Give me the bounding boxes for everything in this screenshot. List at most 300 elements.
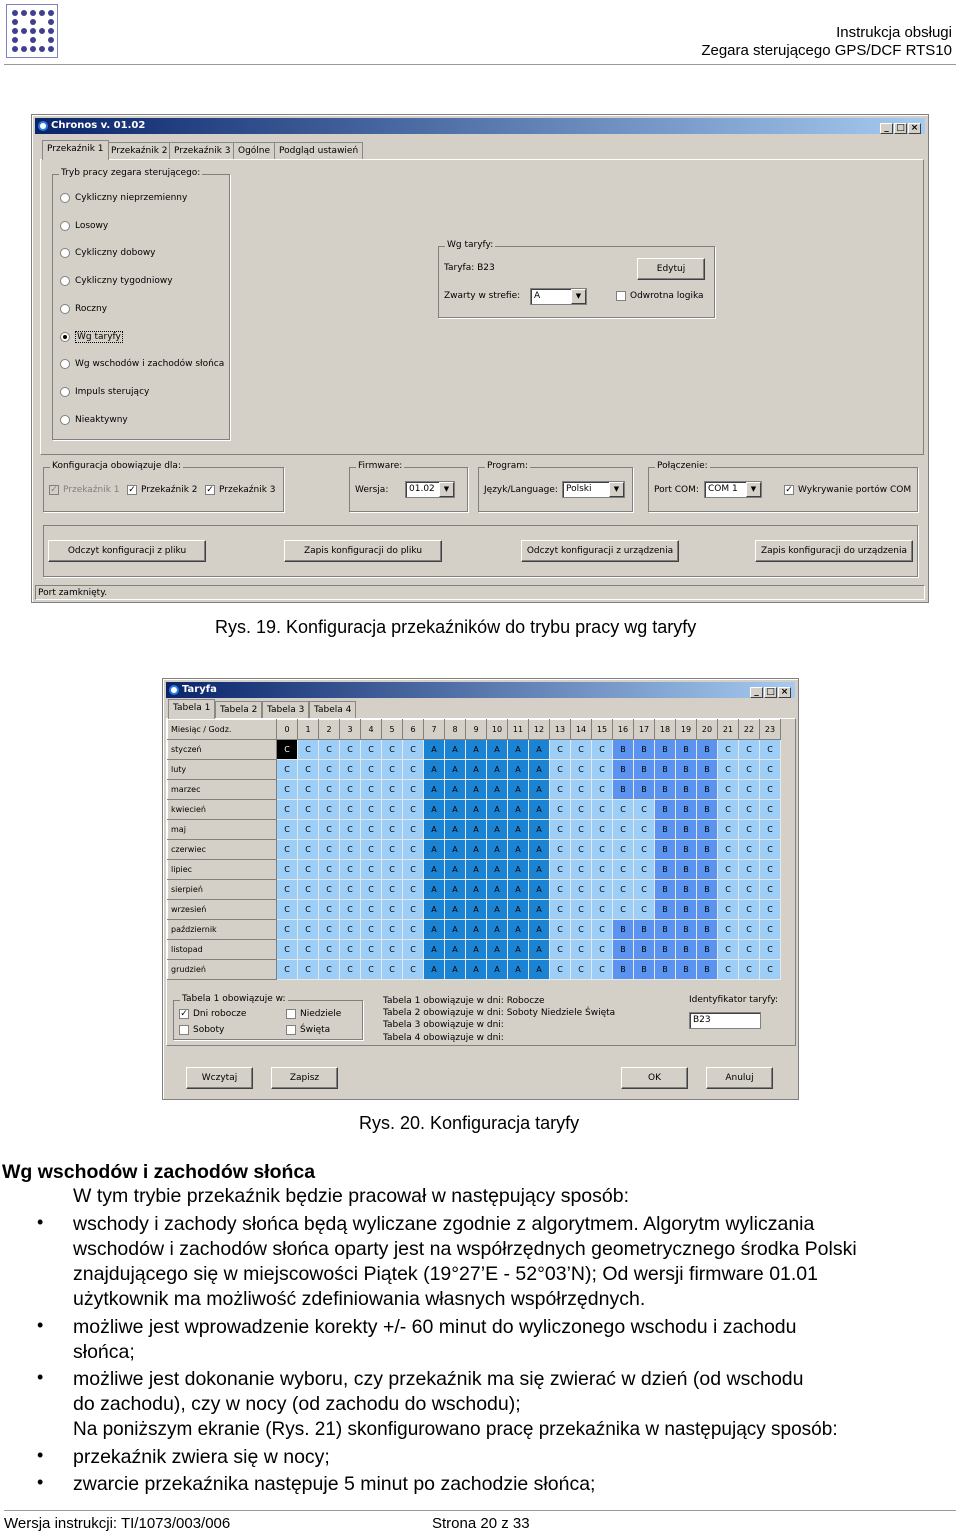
zone-cell[interactable]: C: [277, 800, 298, 820]
zone-cell[interactable]: A: [529, 800, 550, 820]
zone-cell[interactable]: C: [571, 860, 592, 880]
zone-cell[interactable]: C: [382, 920, 403, 940]
zone-cell[interactable]: C: [550, 760, 571, 780]
close-button[interactable]: ×: [778, 687, 791, 698]
zone-cell[interactable]: A: [424, 780, 445, 800]
zone-cell[interactable]: A: [445, 780, 466, 800]
save-config-device-button[interactable]: Zapis konfiguracji do urządzenia: [755, 540, 913, 562]
zone-cell[interactable]: A: [424, 740, 445, 760]
zone-cell[interactable]: A: [466, 960, 487, 980]
zone-cell[interactable]: C: [550, 740, 571, 760]
zone-cell[interactable]: C: [361, 840, 382, 860]
zone-cell[interactable]: C: [319, 880, 340, 900]
tariff-id-input[interactable]: B23: [689, 1012, 761, 1029]
zone-cell[interactable]: A: [424, 920, 445, 940]
zone-cell[interactable]: C: [382, 900, 403, 920]
zone-cell[interactable]: C: [361, 880, 382, 900]
zone-cell[interactable]: C: [361, 920, 382, 940]
zone-cell[interactable]: A: [466, 920, 487, 940]
close-button[interactable]: ×: [908, 123, 921, 134]
zone-cell[interactable]: C: [634, 840, 655, 860]
zone-cell[interactable]: A: [529, 860, 550, 880]
zone-cell[interactable]: A: [424, 760, 445, 780]
zone-cell[interactable]: B: [613, 920, 634, 940]
mode-inactive[interactable]: [60, 415, 128, 425]
zone-cell[interactable]: C: [613, 900, 634, 920]
zone-cell[interactable]: C: [298, 920, 319, 940]
zone-cell[interactable]: C: [382, 760, 403, 780]
zone-cell[interactable]: B: [697, 800, 718, 820]
zone-cell[interactable]: C: [718, 840, 739, 860]
zone-cell[interactable]: A: [445, 840, 466, 860]
zone-cell[interactable]: A: [487, 760, 508, 780]
zone-cell[interactable]: B: [676, 760, 697, 780]
zone-cell[interactable]: C: [319, 760, 340, 780]
zone-cell[interactable]: C: [760, 940, 781, 960]
zone-cell[interactable]: A: [445, 940, 466, 960]
zone-cell[interactable]: C: [571, 840, 592, 860]
zone-cell[interactable]: C: [613, 840, 634, 860]
zone-cell[interactable]: B: [655, 820, 676, 840]
zone-cell[interactable]: B: [655, 920, 676, 940]
zone-cell[interactable]: A: [424, 960, 445, 980]
zone-cell[interactable]: A: [466, 840, 487, 860]
tab-table-2[interactable]: Tabela 2: [215, 701, 262, 719]
minimize-button[interactable]: _: [750, 687, 763, 698]
mode-cyclic-weekly[interactable]: [60, 276, 173, 286]
zone-cell[interactable]: C: [340, 800, 361, 820]
zone-cell[interactable]: C: [571, 740, 592, 760]
zone-cell[interactable]: A: [445, 820, 466, 840]
zone-cell[interactable]: C: [592, 840, 613, 860]
zone-cell[interactable]: B: [697, 920, 718, 940]
zone-cell[interactable]: C: [403, 760, 424, 780]
tariff-grid[interactable]: [167, 719, 781, 980]
zone-cell[interactable]: A: [508, 860, 529, 880]
zone-cell[interactable]: C: [571, 760, 592, 780]
zone-cell[interactable]: C: [760, 820, 781, 840]
zone-cell[interactable]: C: [340, 960, 361, 980]
zone-cell[interactable]: C: [592, 860, 613, 880]
zone-cell[interactable]: C: [298, 780, 319, 800]
zone-cell[interactable]: C: [571, 780, 592, 800]
zone-cell[interactable]: C: [739, 860, 760, 880]
zone-cell[interactable]: C: [571, 820, 592, 840]
zone-cell[interactable]: A: [508, 740, 529, 760]
zone-cell[interactable]: B: [676, 920, 697, 940]
zone-cell[interactable]: C: [760, 920, 781, 940]
zone-cell[interactable]: A: [445, 760, 466, 780]
zone-cell[interactable]: C: [739, 800, 760, 820]
zone-cell[interactable]: C: [361, 820, 382, 840]
zone-cell[interactable]: C: [739, 880, 760, 900]
save-button[interactable]: Zapisz: [271, 1067, 338, 1089]
zone-cell[interactable]: C: [403, 940, 424, 960]
zone-cell[interactable]: C: [277, 840, 298, 860]
zone-cell[interactable]: A: [529, 780, 550, 800]
zone-cell[interactable]: C: [634, 820, 655, 840]
zone-cell[interactable]: C: [760, 900, 781, 920]
zone-cell[interactable]: C: [298, 800, 319, 820]
zone-cell[interactable]: A: [487, 820, 508, 840]
zone-cell[interactable]: B: [697, 780, 718, 800]
mode-yearly[interactable]: [60, 304, 107, 314]
zone-cell[interactable]: C: [277, 820, 298, 840]
zone-cell[interactable]: A: [424, 800, 445, 820]
zone-cell[interactable]: B: [634, 780, 655, 800]
zone-cell[interactable]: C: [550, 840, 571, 860]
minimize-button[interactable]: _: [880, 123, 893, 134]
zone-cell[interactable]: C: [298, 840, 319, 860]
zone-cell[interactable]: C: [592, 780, 613, 800]
zone-cell[interactable]: C: [340, 820, 361, 840]
zone-cell[interactable]: B: [697, 820, 718, 840]
zone-cell[interactable]: C: [382, 800, 403, 820]
zone-cell[interactable]: A: [529, 760, 550, 780]
reverse-logic-checkbox[interactable]: [616, 291, 704, 301]
tab-relay-3[interactable]: Przekaźnik 3: [169, 142, 236, 160]
zone-cell[interactable]: A: [529, 960, 550, 980]
zone-cell[interactable]: A: [445, 860, 466, 880]
zone-cell[interactable]: C: [277, 940, 298, 960]
zone-cell[interactable]: A: [466, 880, 487, 900]
zone-cell[interactable]: A: [508, 820, 529, 840]
zone-cell[interactable]: A: [487, 960, 508, 980]
zone-cell[interactable]: C: [403, 780, 424, 800]
zone-cell[interactable]: C: [403, 860, 424, 880]
zone-cell[interactable]: C: [550, 960, 571, 980]
zone-cell[interactable]: C: [718, 820, 739, 840]
zone-cell[interactable]: A: [424, 940, 445, 960]
zone-cell[interactable]: B: [613, 940, 634, 960]
zone-cell[interactable]: B: [676, 820, 697, 840]
zone-cell[interactable]: B: [634, 940, 655, 960]
mode-control-pulse[interactable]: [60, 387, 149, 397]
zone-cell[interactable]: C: [340, 760, 361, 780]
zone-cell[interactable]: C: [613, 800, 634, 820]
zone-cell[interactable]: A: [487, 920, 508, 940]
zone-cell[interactable]: C: [298, 860, 319, 880]
zone-cell[interactable]: C: [613, 860, 634, 880]
ok-button[interactable]: OK: [621, 1067, 688, 1089]
zone-cell[interactable]: C: [340, 940, 361, 960]
zone-cell[interactable]: B: [613, 780, 634, 800]
zone-cell[interactable]: C: [718, 740, 739, 760]
save-config-file-button[interactable]: Zapis konfiguracji do pliku: [284, 540, 442, 562]
zone-cell[interactable]: B: [634, 920, 655, 940]
zone-cell[interactable]: C: [739, 920, 760, 940]
zone-cell[interactable]: C: [760, 740, 781, 760]
zone-cell[interactable]: B: [697, 760, 718, 780]
language-select[interactable]: [562, 481, 625, 498]
tab-relay-1[interactable]: Przekaźnik 1: [42, 140, 109, 160]
zone-select[interactable]: [530, 288, 587, 305]
zone-cell[interactable]: C: [361, 960, 382, 980]
zone-cell[interactable]: A: [487, 740, 508, 760]
mode-random[interactable]: [60, 221, 108, 231]
zone-cell[interactable]: A: [529, 880, 550, 900]
zone-cell[interactable]: A: [487, 840, 508, 860]
tab-relay-2[interactable]: Przekaźnik 2: [106, 142, 173, 160]
zone-cell[interactable]: C: [550, 940, 571, 960]
zone-cell[interactable]: C: [550, 920, 571, 940]
zone-cell[interactable]: C: [592, 820, 613, 840]
zone-cell[interactable]: A: [529, 900, 550, 920]
zone-cell[interactable]: C: [592, 760, 613, 780]
zone-cell[interactable]: A: [508, 780, 529, 800]
zone-cell[interactable]: C: [319, 740, 340, 760]
zone-cell[interactable]: C: [277, 860, 298, 880]
zone-cell[interactable]: C: [739, 780, 760, 800]
zone-cell[interactable]: C: [403, 880, 424, 900]
zone-cell[interactable]: C: [382, 960, 403, 980]
zone-cell[interactable]: C: [361, 760, 382, 780]
zone-cell[interactable]: C: [634, 860, 655, 880]
zone-cell[interactable]: C: [760, 840, 781, 860]
zone-cell[interactable]: B: [676, 960, 697, 980]
zone-cell[interactable]: B: [676, 740, 697, 760]
zone-cell[interactable]: C: [760, 860, 781, 880]
zone-cell[interactable]: B: [655, 900, 676, 920]
zone-cell[interactable]: C: [319, 840, 340, 860]
zone-cell[interactable]: C: [550, 800, 571, 820]
zone-cell[interactable]: C: [592, 800, 613, 820]
zone-cell[interactable]: C: [382, 780, 403, 800]
zone-cell[interactable]: B: [655, 740, 676, 760]
zone-cell[interactable]: C: [340, 920, 361, 940]
zone-cell[interactable]: C: [298, 880, 319, 900]
zone-cell[interactable]: C: [298, 740, 319, 760]
zone-cell[interactable]: C: [382, 860, 403, 880]
zone-cell[interactable]: C: [340, 860, 361, 880]
workdays-checkbox[interactable]: ✓ Dni robocze: [180, 1009, 247, 1019]
zone-cell[interactable]: A: [424, 840, 445, 860]
zone-cell[interactable]: B: [613, 740, 634, 760]
zone-cell[interactable]: C: [319, 900, 340, 920]
zone-cell[interactable]: C: [571, 880, 592, 900]
zone-cell[interactable]: C: [340, 780, 361, 800]
zone-cell[interactable]: C: [592, 960, 613, 980]
zone-cell[interactable]: C: [298, 820, 319, 840]
zone-cell[interactable]: C: [571, 920, 592, 940]
zone-cell[interactable]: C: [550, 860, 571, 880]
zone-cell[interactable]: A: [508, 880, 529, 900]
zone-cell[interactable]: A: [508, 900, 529, 920]
zone-cell[interactable]: C: [592, 940, 613, 960]
maximize-button[interactable]: □: [894, 123, 907, 134]
zone-cell[interactable]: A: [445, 740, 466, 760]
zone-cell[interactable]: A: [424, 900, 445, 920]
zone-cell[interactable]: C: [592, 900, 613, 920]
zone-cell[interactable]: C: [571, 900, 592, 920]
zone-cell[interactable]: C: [361, 740, 382, 760]
zone-cell[interactable]: C: [550, 880, 571, 900]
zone-cell[interactable]: A: [445, 800, 466, 820]
zone-cell[interactable]: C: [298, 900, 319, 920]
zone-cell[interactable]: C: [739, 740, 760, 760]
zone-cell[interactable]: C: [403, 740, 424, 760]
zone-cell[interactable]: B: [655, 800, 676, 820]
zone-cell[interactable]: B: [676, 800, 697, 820]
zone-cell[interactable]: A: [466, 740, 487, 760]
port-select[interactable]: [704, 481, 762, 498]
zone-cell[interactable]: C: [277, 960, 298, 980]
read-config-file-button[interactable]: Odczyt konfiguracji z pliku: [48, 540, 206, 562]
zone-cell[interactable]: B: [676, 880, 697, 900]
zone-cell[interactable]: A: [466, 780, 487, 800]
zone-cell[interactable]: C: [403, 820, 424, 840]
zone-cell[interactable]: C: [319, 820, 340, 840]
zone-cell[interactable]: A: [487, 860, 508, 880]
zone-cell[interactable]: A: [445, 880, 466, 900]
zone-cell[interactable]: A: [466, 760, 487, 780]
zone-cell[interactable]: A: [508, 920, 529, 940]
tab-table-1[interactable]: Tabela 1: [168, 699, 215, 719]
zone-cell[interactable]: B: [697, 940, 718, 960]
zone-cell[interactable]: A: [529, 840, 550, 860]
zone-cell[interactable]: C: [718, 780, 739, 800]
zone-cell[interactable]: C: [277, 740, 298, 760]
zone-cell[interactable]: B: [676, 860, 697, 880]
zone-cell[interactable]: C: [277, 880, 298, 900]
zone-cell[interactable]: C: [361, 860, 382, 880]
zone-cell[interactable]: C: [319, 800, 340, 820]
zone-cell[interactable]: C: [361, 800, 382, 820]
zone-cell[interactable]: C: [739, 840, 760, 860]
zone-cell[interactable]: C: [340, 740, 361, 760]
zone-cell[interactable]: C: [739, 820, 760, 840]
tab-table-3[interactable]: Tabela 3: [262, 701, 309, 719]
zone-cell[interactable]: A: [529, 920, 550, 940]
port-detect-checkbox[interactable]: ✓ Wykrywanie portów COM: [785, 485, 912, 495]
load-button[interactable]: Wczytaj: [186, 1067, 253, 1089]
zone-cell[interactable]: C: [592, 740, 613, 760]
zone-cell[interactable]: C: [298, 760, 319, 780]
zone-cell[interactable]: C: [760, 800, 781, 820]
zone-cell[interactable]: C: [382, 820, 403, 840]
zone-cell[interactable]: B: [676, 900, 697, 920]
zone-cell[interactable]: C: [319, 940, 340, 960]
zone-cell[interactable]: A: [529, 940, 550, 960]
zone-cell[interactable]: C: [718, 920, 739, 940]
zone-cell[interactable]: A: [529, 740, 550, 760]
zone-cell[interactable]: B: [697, 840, 718, 860]
zone-cell[interactable]: B: [676, 780, 697, 800]
zone-cell[interactable]: A: [424, 880, 445, 900]
zone-cell[interactable]: B: [697, 960, 718, 980]
zone-cell[interactable]: C: [613, 820, 634, 840]
zone-cell[interactable]: C: [550, 900, 571, 920]
zone-cell[interactable]: C: [592, 880, 613, 900]
zone-cell[interactable]: C: [319, 860, 340, 880]
zone-cell[interactable]: C: [277, 900, 298, 920]
zone-cell[interactable]: C: [403, 840, 424, 860]
zone-cell[interactable]: B: [634, 960, 655, 980]
zone-cell[interactable]: A: [445, 920, 466, 940]
mode-cyclic-nonalternating[interactable]: [60, 193, 187, 203]
holidays-checkbox[interactable]: [286, 1025, 330, 1035]
sundays-checkbox[interactable]: [286, 1009, 341, 1019]
zone-cell[interactable]: A: [508, 840, 529, 860]
zone-cell[interactable]: C: [550, 780, 571, 800]
zone-cell[interactable]: A: [466, 940, 487, 960]
zone-cell[interactable]: C: [403, 800, 424, 820]
zone-cell[interactable]: C: [361, 900, 382, 920]
edit-button[interactable]: Edytuj: [637, 258, 705, 280]
zone-cell[interactable]: A: [487, 940, 508, 960]
zone-cell[interactable]: C: [760, 880, 781, 900]
zone-cell[interactable]: B: [613, 960, 634, 980]
zone-cell[interactable]: A: [466, 800, 487, 820]
tab-table-4[interactable]: Tabela 4: [309, 701, 356, 719]
zone-cell[interactable]: B: [676, 840, 697, 860]
zone-cell[interactable]: C: [739, 960, 760, 980]
zone-cell[interactable]: C: [739, 940, 760, 960]
zone-cell[interactable]: C: [403, 900, 424, 920]
zone-cell[interactable]: B: [655, 780, 676, 800]
mode-tariff[interactable]: [60, 331, 123, 343]
zone-cell[interactable]: A: [529, 820, 550, 840]
zone-cell[interactable]: C: [361, 940, 382, 960]
zone-cell[interactable]: C: [340, 840, 361, 860]
zone-cell[interactable]: C: [718, 880, 739, 900]
zone-cell[interactable]: A: [487, 800, 508, 820]
zone-cell[interactable]: C: [382, 740, 403, 760]
zone-cell[interactable]: C: [298, 960, 319, 980]
zone-cell[interactable]: A: [508, 800, 529, 820]
zone-cell[interactable]: B: [655, 960, 676, 980]
zone-cell[interactable]: B: [655, 840, 676, 860]
read-config-device-button[interactable]: Odczyt konfiguracji z urządzenia: [521, 540, 679, 562]
zone-cell[interactable]: A: [466, 900, 487, 920]
zone-cell[interactable]: C: [403, 920, 424, 940]
zone-cell[interactable]: A: [508, 760, 529, 780]
zone-cell[interactable]: C: [718, 940, 739, 960]
zone-cell[interactable]: B: [655, 760, 676, 780]
zone-cell[interactable]: C: [718, 800, 739, 820]
zone-cell[interactable]: C: [571, 800, 592, 820]
zone-cell[interactable]: C: [382, 940, 403, 960]
zone-cell[interactable]: B: [655, 940, 676, 960]
zone-cell[interactable]: B: [613, 760, 634, 780]
cancel-button[interactable]: Anuluj: [706, 1067, 773, 1089]
zone-cell[interactable]: C: [319, 780, 340, 800]
zone-cell[interactable]: B: [697, 740, 718, 760]
zone-cell[interactable]: A: [445, 900, 466, 920]
zone-cell[interactable]: C: [718, 860, 739, 880]
zone-cell[interactable]: C: [718, 900, 739, 920]
config-relay-1-checkbox[interactable]: ✓ Przekaźnik 1: [50, 485, 120, 495]
zone-cell[interactable]: C: [361, 780, 382, 800]
zone-cell[interactable]: C: [571, 960, 592, 980]
zone-cell[interactable]: B: [697, 900, 718, 920]
zone-cell[interactable]: C: [298, 940, 319, 960]
zone-cell[interactable]: A: [487, 780, 508, 800]
zone-cell[interactable]: C: [739, 760, 760, 780]
zone-cell[interactable]: C: [634, 880, 655, 900]
zone-cell[interactable]: C: [760, 780, 781, 800]
zone-cell[interactable]: C: [760, 960, 781, 980]
maximize-button[interactable]: □: [764, 687, 777, 698]
zone-cell[interactable]: A: [424, 860, 445, 880]
zone-cell[interactable]: C: [277, 780, 298, 800]
saturdays-checkbox[interactable]: [179, 1025, 224, 1035]
zone-cell[interactable]: C: [739, 900, 760, 920]
zone-cell[interactable]: A: [445, 960, 466, 980]
zone-cell[interactable]: C: [340, 880, 361, 900]
zone-cell[interactable]: A: [466, 820, 487, 840]
zone-cell[interactable]: B: [655, 880, 676, 900]
